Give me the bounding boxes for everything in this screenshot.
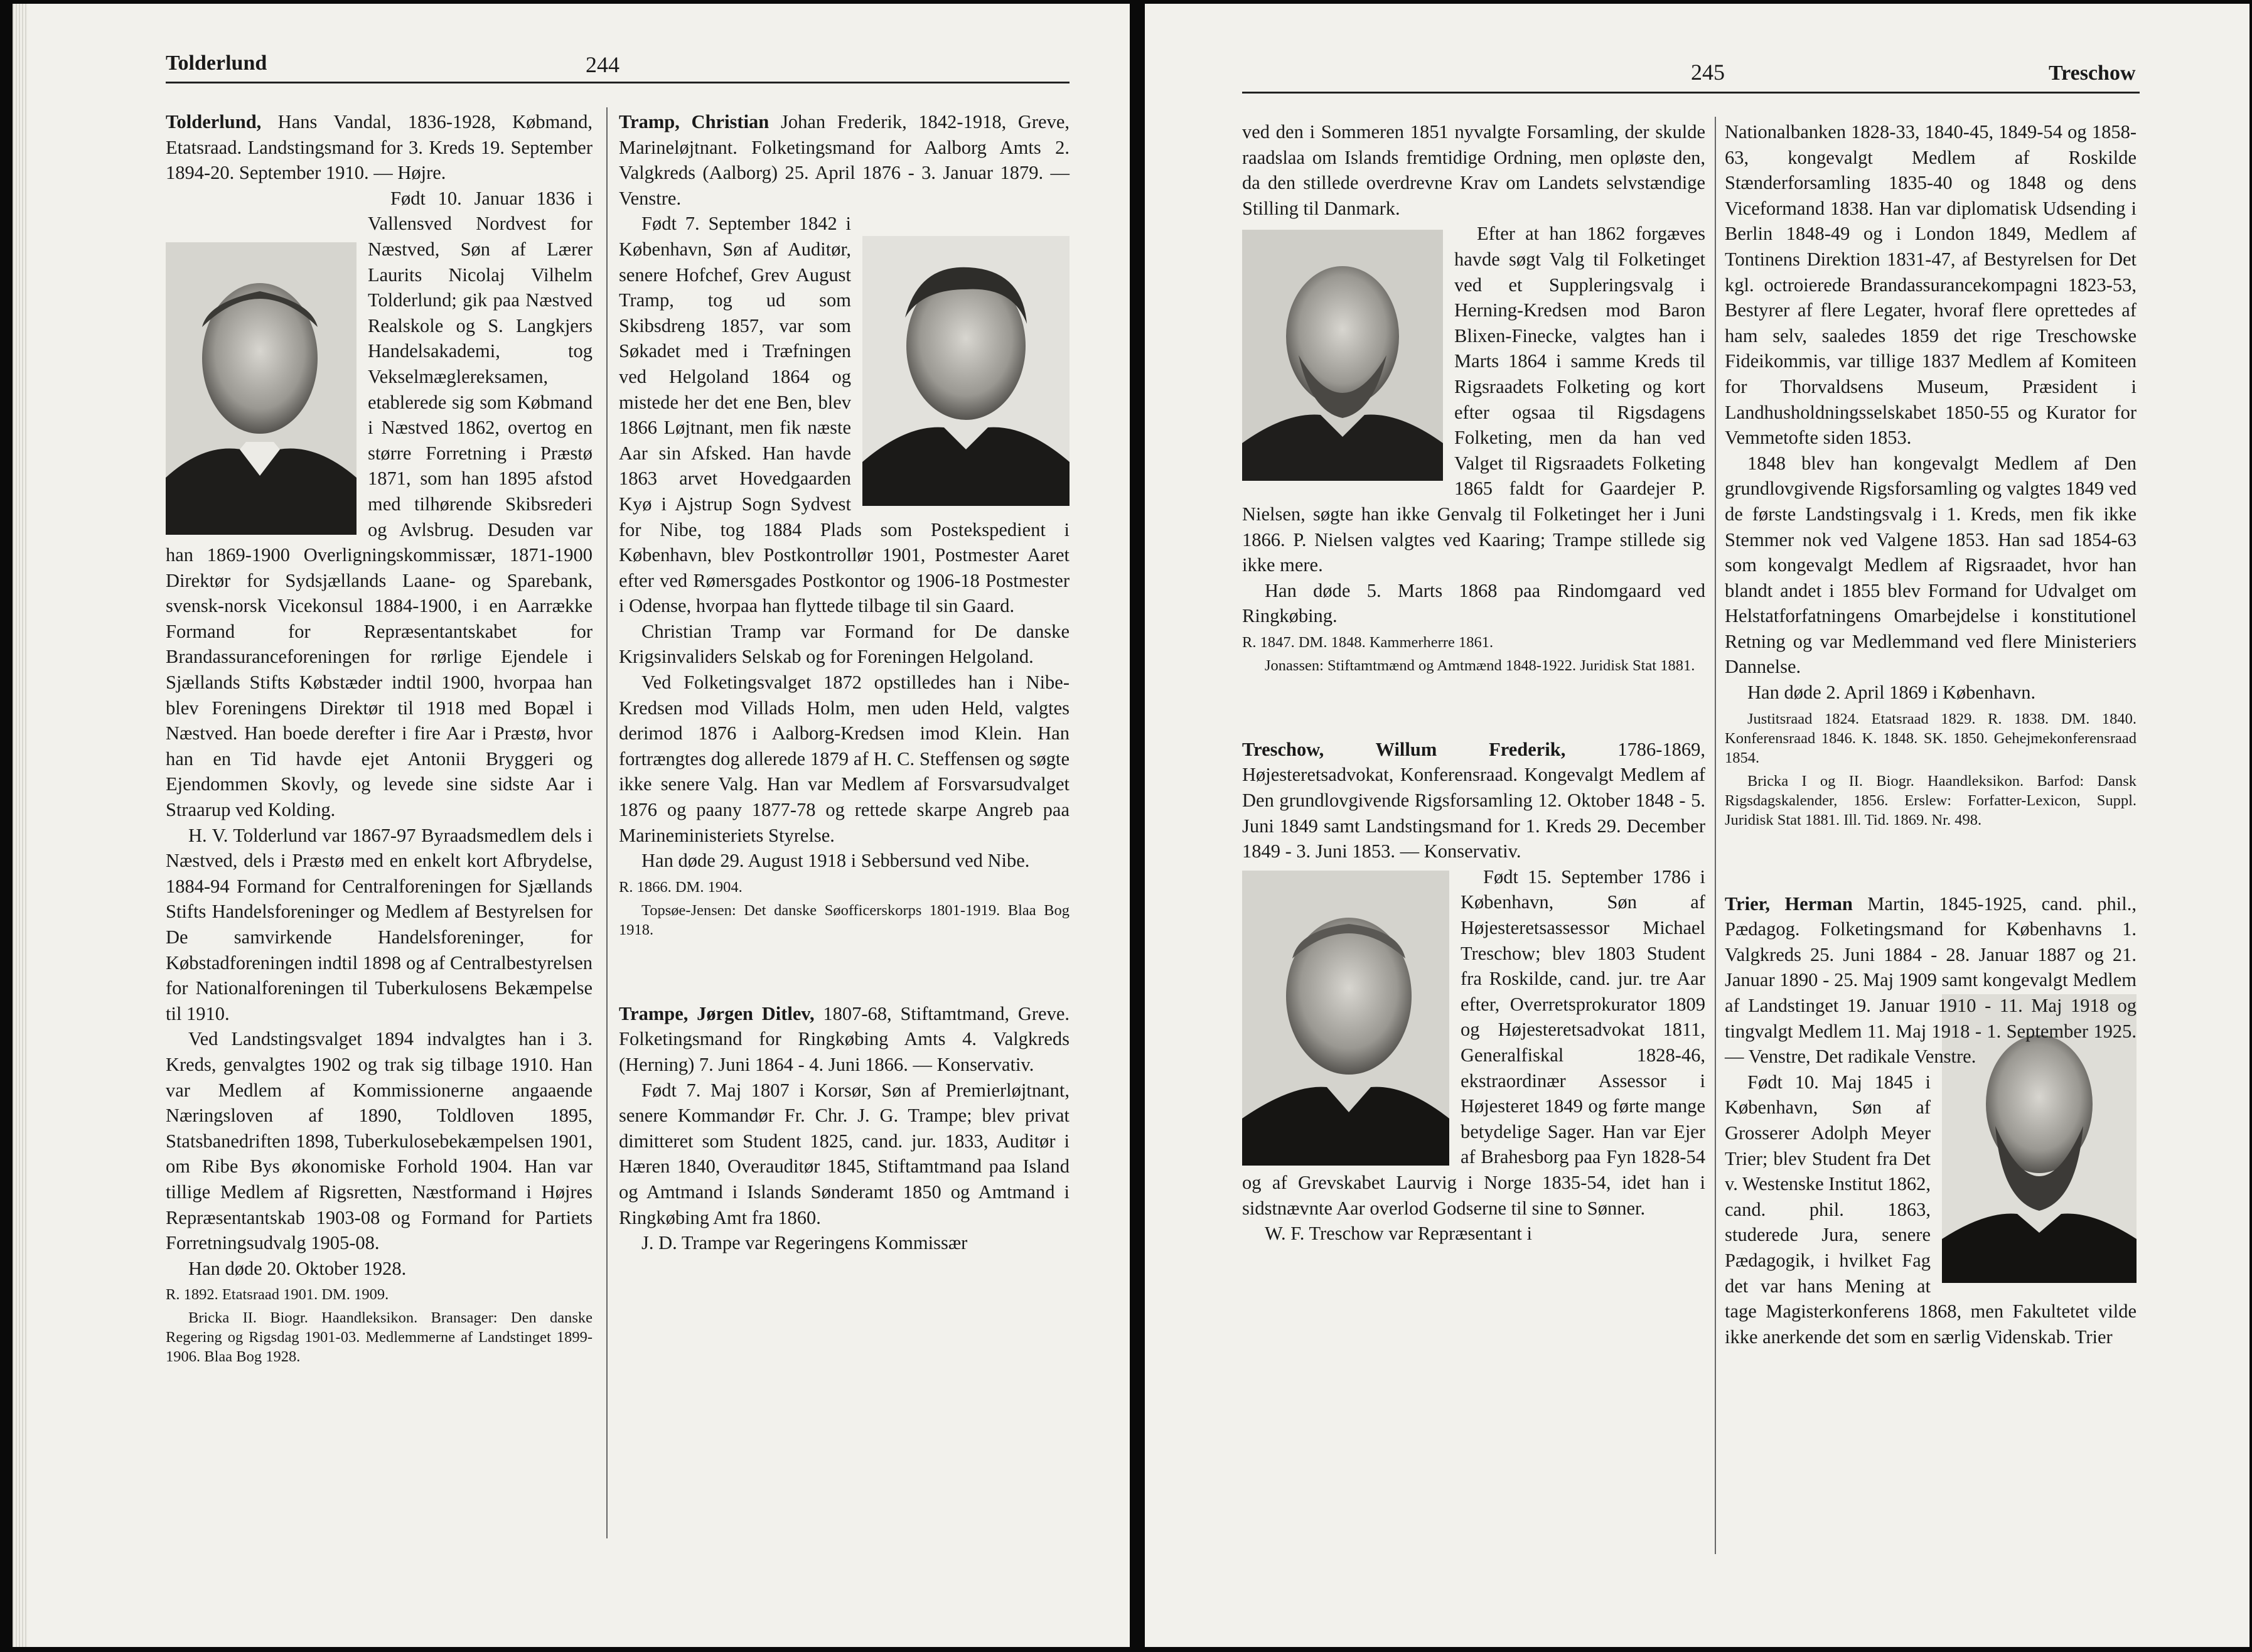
entry-paragraph: Ved Folketingsvalget 1872 opstilledes han i Nibe-Kredsen mod Villads Holm, men uden Held, valgtes derimod 1876 i Aalborg-Kredsen imod Klein. Han fortrængtes dog allerede 1879 af H. C. Steffensen og søgte ikke senere Valg. Han var Medlem af Forsvarsudvalget 1876 og paany 1877-78 og rettede skarpe Angreb paa Marineministeriets Styrelse. — [619, 672, 1070, 846]
entry-paragraph: Nationalbanken 1828-33, 1840-45, 1849-54 og 1858-63, kongevalgt Medlem af Roskilde Stænderforsamling 1835-40 og 1848 og dens Viceformand 1838. Han var diplomatisk Udsending i Berlin 1848-49 og i London 1849, Medlem af Tontinens Direktion 1831-47, af Bestyrelsen for Det kgl. octroierede Brandassurancekompagni 1823-53, Bestyrer af flere Legater, hvoraf flere oprettedes af ham selv, saaledes 1859 det rige Treschowske Fideikommis, var tillige 1837 Medlem af Komiteen for Thorvaldsens Museum, Præsident i Landhusholdningsselskabet 1850-55 og Kurator for Vemmetofte siden 1853. — [1725, 121, 2137, 449]
entry-name: Tolderlund, — [166, 111, 262, 132]
entry-heading: 1807-68, Stiftamtmand, Greve. Folketingsmand for Ringkøbing Amts 4. Valgkreds (Herning) 7. Juni 1864 - 4. Juni 1866. — Konservativ. — [619, 1002, 1070, 1075]
entry-heading: Martin, 1845-1925, cand. phil., Pædagog. Folketingsmand for Københavns 1. Valgkreds 25. Juni 1884 - 28. Januar 1887 og 21. Januar 1890 - 25. Maj 1909 samt kongevalgt Medlem af Landstinget 19. Januar 1910 - 11. Maj 1918 og tingvalgt Medlem 11. Maj 1918 - 1. September 1925. — Venstre, Det radikale Venstre. — [1725, 893, 2137, 1068]
entry-paragraph: Han døde 2. April 1869 i København. — [1747, 682, 2036, 704]
portrait-tolderlund — [166, 242, 357, 535]
entry-paragraph: Efter at han 1862 forgæves havde søgt Valg til Folketinget ved et Suppleringsvalg i Herning-Kredsen mod Baron Blixen-Finecke, valgtes han i Marts 1864 i samme Kreds til Rigsraadets Folketing og kort efter ogsaa til Rigsdagens Folketing, men da han ved Valget til Rigsraadets Folketing 1865 faldt for Gaardejer P. Nielsen, søgte han ikke Genvalg til Folketinget her i Juni 1866. P. Nielsen valgtes ved Kaaring; Trampe stillede sig ikke mere. — [1242, 223, 1705, 576]
header-rule — [1242, 92, 2140, 94]
column-divider — [1715, 117, 1716, 1554]
entry-name: Treschow, Willum Frederik, — [1242, 738, 1566, 760]
column-right-2 — [1725, 119, 2137, 1349]
header-rule — [166, 82, 1070, 83]
entry-paragraph: Født 7. September 1842 i København, Søn af Auditør, senere Hofchef, Grev August Tramp, tog ud som Skibsdreng 1857, var som Søkadet med i Træfningen ved Helgoland 1864 og mistede her det ene Ben, blev 1866 Løjtnant, men fik næste Aar sin Afsked. Han havde 1863 arvet Hovedgaarden Kyø i Ajstrup Sogn Sydvest for Nibe, tog 1884 Plads som Postekspedient i København, blev Postkontrollør 1901, Postmester Aaret efter ved Rømersgades Postkontor og 1906-18 Postmester i Odense, hvorpaa han flyttede tilbage til sin Gaard. — [619, 213, 1070, 617]
entry-paragraph: J. D. Trampe var Regeringens Kommissær — [641, 1232, 968, 1254]
entry-orders: R. 1847. DM. 1848. Kammerherre 1861. — [1242, 633, 1494, 651]
portrait-tramp — [862, 236, 1070, 506]
portrait-trampe — [1242, 230, 1443, 481]
entry-references: Topsøe-Jensen: Det danske Søofficerskorps 1801-1919. Blaa Bog 1918. — [619, 901, 1070, 938]
column-right-1 — [1242, 119, 1705, 1247]
entry-paragraph: Christian Tramp var Formand for De danske Krigsinvaliders Selskab og for Foreningen Helgoland. — [619, 620, 1070, 668]
entry-name: Trampe, Jørgen Ditlev, — [619, 1002, 815, 1024]
entry-paragraph: W. F. Treschow var Repræsentant i — [1265, 1223, 1532, 1245]
column-left-1 — [166, 109, 592, 1370]
entry-paragraph: Født 15. September 1786 i København, Søn af Højesteretsassessor Michael Treschow; blev 1803 Student fra Roskilde, cand. jur. tre Aar efter, Overretsprokurator 1809 og Højesteretsadvokat 1811, Generalfiskal 1828-46, ekstraordinær Assessor i Højesteret 1849 og førte mange betydelige Sager. Han var Ejer af Brahesborg paa Fyn 1828-54 og af Grevskabet Laurvig i Norge 1835-54, idet han i sidstnævnte Aar overlod Godserne til sine to Sønner. — [1242, 866, 1705, 1219]
entry-heading: Hans Vandal, 1836-1928, Købmand, Etatsraad. Landstingsmand for 3. Kreds 19. September 1894-20. September 1910. — Højre. — [166, 111, 592, 184]
portrait-treschow — [1242, 871, 1449, 1166]
entry-references: Jonassen: Stiftamtmænd og Amtmænd 1848-1922. Juridisk Stat 1881. — [1265, 657, 1695, 674]
left-page — [13, 4, 1130, 1647]
entry-paragraph: H. V. Tolderlund var 1867-97 Byraadsmedlem dels i Næstved, dels i Præstø med en enkelt kort Afbrydelse, 1884-94 Formand for Centralforeningen for Sjællands Stifts Handelsforeninger og Medlem af Bestyrelsen for De samvirkende Handelsforeninger, for Købstadforeningen indtil 1898 og af Centralbestyrelsen for Nationalforeningen til Tuberkulosens Bekæmpelse til 1910. — [166, 824, 592, 1024]
entry-orders: Justitsraad 1824. Etatsraad 1829. R. 1838. DM. 1840. Konferensraad 1846. K. 1848. SK. 1850. Gehejmekonferensraad 1854. — [1725, 710, 2137, 766]
page-edge — [13, 4, 28, 1647]
entry-orders: R. 1866. DM. 1904. — [619, 878, 743, 896]
running-header-name: Treschow — [2049, 62, 2136, 85]
entry-paragraph: Født 10. Maj 1845 i København, Søn af Grosserer Adolph Meyer Trier; blev Student fra Det v. Westenske Institut 1862, cand. phil. 1863, studerede Jura, senere Pædagogik, i hvilket Fag det var hans Mening at tage Magisterkonferens 1868, men Fakultetet vilde ikke anerkende det som en særlig Videnskab. Trier — [1725, 1071, 2137, 1348]
entry-orders: R. 1892. Etatsraad 1901. DM. 1909. — [166, 1286, 389, 1304]
entry-paragraph: Født 7. Maj 1807 i Korsør, Søn af Premierløjtnant, senere Kommandør Fr. Chr. J. G. Trampe; blev privat dimitteret som Student 1825, cand. jur. 1833, Auditør i Hæren 1840, Overauditør 1845, Stiftamtmand paa Island og Amtmand i Islands Sønderamt 1850 og Amtmand i Ringkøbing Amt fra 1860. — [619, 1079, 1070, 1228]
entry-paragraph: Født 10. Januar 1836 i Vallensved Nordvest for Næstved, Søn af Lærer Laurits Nicolaj Vilhelm Tolderlund; gik paa Næstved Realskole og S. Langkjers Handelsakademi, tog Vekselmæglereksamen, etablerede sig som Købmand i Næstved 1862, overtog en større Forretning i Præstø 1871, som han 1895 afstod med tilhørende Skibsrederi og Avlsbrug. Desuden var han 1869-1900 Overligningskommissær, 1871-1900 Direktør for Sydsjællands Laane- og Sparebank, svensk-norsk Vicekonsul 1884-1900, i en Aarrække Formand for Repræsentantskabet for Brandassuranceforeningen for rørlige Ejendele i Sjællands Stifts Købstæder indtil 1900, hvorpaa han blev Foreningens Direktør til 1918 med Bopæl i Næstved. Han boede derefter i fire Aar i Præstø, hvor han en Tid havde ejet Antonii Bryggeri og Ejendommen Skovly, og levede sine sidste Aar i Straarup ved Kolding. — [166, 187, 592, 821]
entry-heading: 1786-1869, Højesteretsadvokat, Konferensraad. Kongevalgt Medlem af Den grundlovgivende Rigsforsamling 12. Oktober 1848 - 5. Juni 1849 samt Landstingsmand for 1. Kreds 29. December 1849 - 3. Juni 1853. — Konservativ. — [1242, 738, 1705, 862]
entry-paragraph: ved den i Sommeren 1851 nyvalgte Forsamling, der skulde raadslaa om Islands fremtidige Ordning, men opløste den, da den stillede overdrevne Krav om Landets selvstændige Stilling til Danmark. — [1242, 121, 1705, 219]
right-page — [1145, 4, 2249, 1647]
entry-paragraph: Han døde 5. Marts 1868 paa Rindomgaard ved Ringkøbing. — [1242, 579, 1705, 627]
page-number: 245 — [1691, 60, 1725, 85]
entry-references: Bricka I og II. Biogr. Haandleksikon. Barfod: Dansk Rigsdagskalender, 1856. Erslew: Forfatter-Lexicon, Suppl. Juridisk Stat 1881. Ill. Tid. 1869. Nr. 498. — [1725, 772, 2137, 829]
entry-paragraph: Han døde 29. August 1918 i Sebbersund ved Nibe. — [641, 850, 1030, 872]
page-number: 244 — [586, 52, 619, 77]
entry-heading: Johan Frederik, 1842-1918, Greve, Marineløjtnant. Folketingsmand for Aalborg Amts 2. Valgkreds (Aalborg) 25. April 1876 - 3. Januar 1879. — Venstre. — [619, 111, 1070, 209]
entry-references: Bricka II. Biogr. Haandleksikon. Bransager: Den danske Regering og Rigsdag 1901-03. Medlemmerne af Landstinget 1899-1906. Blaa Bog 1928. — [166, 1309, 592, 1366]
entry-name: Trier, Herman — [1725, 893, 1853, 914]
column-divider — [606, 107, 608, 1538]
entry-paragraph: 1848 blev han kongevalgt Medlem af Den grundlovgivende Rigsforsamling og valgtes 1849 ved de første Landstingsvalg i 1. Kreds, men fik ikke Stemmer nok ved Valgene 1853. Han sad 1854-63 som kongevalgt Medlem af Rigsraadet, hvor han blandt andet i 1855 blev Formand for Udvalget om Helstatforfatningens Omarbejdelse i konstitutionel Retning og var Medlemmand ved flere Ministeriers Dannelse. — [1725, 452, 2137, 678]
entry-paragraph: Ved Landstingsvalget 1894 indvalgtes han i 3. Kreds, genvalgtes 1902 og trak sig tilbage 1910. Han var Medlem af Kommissionerne angaaende Næringsloven af 1890, Toldloven 1895, Statsbanedriften 1898, Tuberkulosebekæmpelsen 1901, om Ribe Bys økonomiske Forhold 1904. Han var tillige Medlem af Rigsretten, Næstformand i Højres Repræsentantskab 1903-08 og Formand for Partiets Forretningsudvalg 1905-08. — [166, 1028, 592, 1254]
running-header-name: Tolderlund — [166, 51, 267, 75]
entry-paragraph: Han døde 20. Oktober 1928. — [188, 1257, 407, 1279]
column-left-2 — [619, 109, 1070, 1256]
entry-name: Tramp, Christian — [619, 111, 769, 132]
